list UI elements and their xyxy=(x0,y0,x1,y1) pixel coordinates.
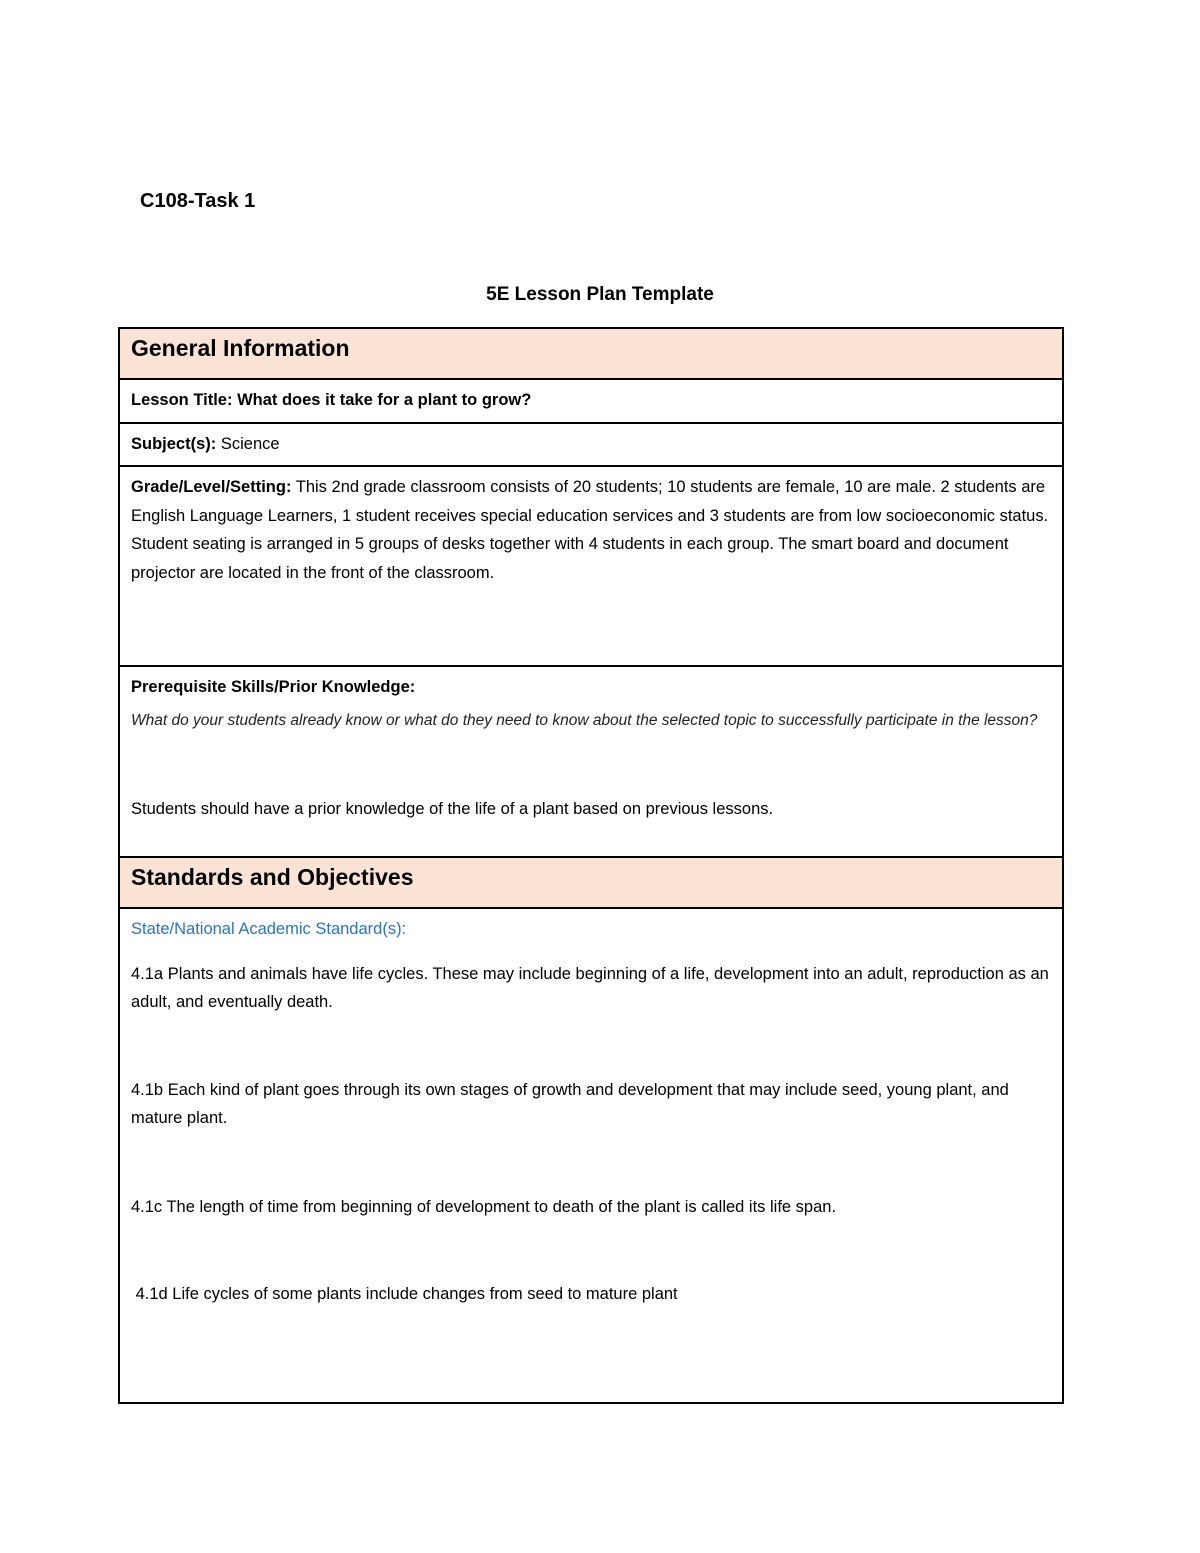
subject-label: Subject(s): xyxy=(131,435,217,453)
task-label: C108-Task 1 xyxy=(140,190,256,212)
subject-row xyxy=(120,424,1062,467)
standards-row xyxy=(120,909,1062,1402)
general-information-heading: General Information xyxy=(131,335,350,361)
prerequisite-prompt: What do your students already know or what do they need to know about the selected topic to successfully participate in the lesson? xyxy=(131,711,1038,729)
standard-item: 4.1c The length of time from beginning of development to death of the plant is called its life span. xyxy=(131,1197,837,1216)
standard-item: 4.1b Each kind of plant goes through its own stages of growth and development that may include seed, young plant, and mature plant. xyxy=(131,1080,1009,1127)
academic-standards-label: State/National Academic Standard(s): xyxy=(131,920,407,938)
subject-value: Science xyxy=(220,435,280,453)
standards-objectives-header xyxy=(120,858,1062,909)
lesson-plan-table xyxy=(118,327,1064,1404)
lesson-title-value: What does it take for a plant to grow? xyxy=(237,391,532,409)
standards-objectives-heading: Standards and Objectives xyxy=(131,864,414,890)
lesson-title-row xyxy=(120,380,1062,424)
prerequisite-skills-row xyxy=(120,667,1062,858)
prerequisite-answer: Students should have a prior knowledge of the life of a plant based on previous lessons. xyxy=(131,799,774,818)
standard-item: 4.1a Plants and animals have life cycles. These may include beginning of a life, development into an adult, reproduction as an adult, and eventually death. xyxy=(131,964,1049,1011)
lesson-title-label: Lesson Title: xyxy=(131,391,233,409)
document-title: 5E Lesson Plan Template xyxy=(486,284,714,305)
standard-item: 4.1d Life cycles of some plants include changes from seed to mature plant xyxy=(131,1285,678,1303)
grade-level-setting-label: Grade/Level/Setting: xyxy=(131,478,292,496)
grade-level-setting-text: This 2nd grade classroom consists of 20 students; 10 students are female, 10 are male. 2 students are English Language Learners, 1 student receives special education services and 3 students are from low socioeconomic status. Student seating is arranged in 5 groups of desks together with 4 students in each group. The smart board and document projector are located in the front of the classroom. xyxy=(131,478,1049,582)
prerequisite-skills-label: Prerequisite Skills/Prior Knowledge: xyxy=(131,678,416,696)
grade-level-setting-row xyxy=(120,467,1062,667)
general-information-header xyxy=(120,329,1062,380)
